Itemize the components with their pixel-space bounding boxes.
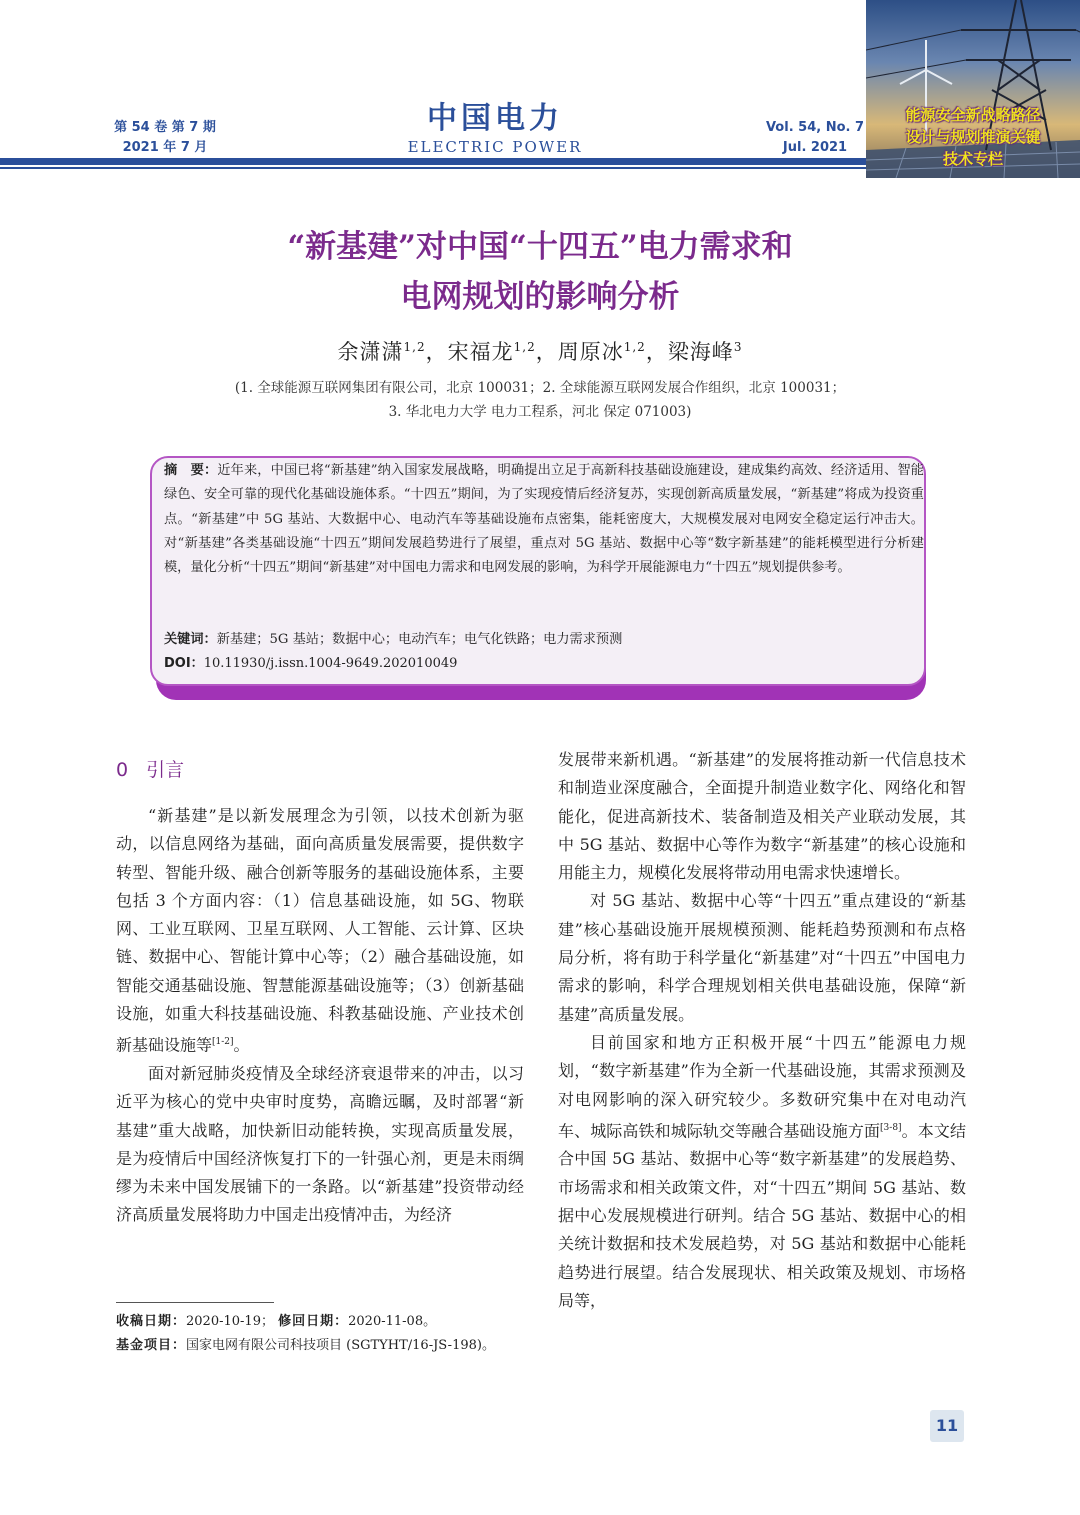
section-heading: [116, 755, 184, 782]
author-name: 周原冰: [557, 340, 624, 364]
footnote-dates: 收稿日期：2020-10-19； 修回日期：2020-11-08。: [116, 1314, 437, 1329]
body-column-right: [558, 746, 966, 1315]
author-affiliation-mark: 1,2: [403, 340, 426, 354]
doi-label: DOI：: [164, 656, 204, 671]
journal-title-cn: 中国电力: [427, 101, 563, 136]
author-name: 梁海峰: [667, 340, 734, 364]
journal-title-en: ELECTRIC POWER: [407, 138, 583, 156]
page-number: 11: [930, 1410, 964, 1442]
keywords-text: 新基建；5G 基站；数据中心；电动汽车；电气化铁路；电力需求预测: [216, 632, 623, 647]
author-separator: ，: [645, 340, 668, 364]
author-affiliation-mark: 1,2: [513, 340, 536, 354]
affiliations: (1. 全球能源互联网集团有限公司，北京 100031；2. 全球能源互联网发展合作组织，北京 100031； 3. 华北电力大学 电力工程系，河北 保定 071003): [234, 380, 846, 420]
paragraph: 发展带来新机遇。“新基建”的发展将推动新一代信息技术和制造业深度融合，全面提升制造业数字化、网络化和智能化，促进高新技术、装备制造及相关产业联动发展，其中 5G 基站、数据中心等作为数字“新基建”的核心设施和用能主力，规模化发展将带动用电需求快速增长。: [558, 750, 966, 883]
doi: [164, 652, 924, 676]
author-separator: ，: [425, 340, 448, 364]
body-column-left: [116, 802, 524, 1230]
journal-masthead: [380, 100, 610, 156]
citation-link[interactable]: [3-8]: [880, 1122, 902, 1133]
issue-date: 2021 年 7 月: [122, 140, 208, 155]
author-separator: ，: [535, 340, 558, 364]
paragraph: “新基建”是以新发展理念为引领，以技术创新为驱动，以信息网络为基础，面向高质量发展需要，提供数字转型、智能升级、融合创新等服务的基础设施体系，主要包括 3 个方面内容：（1）信息基础设施，如 5G、物联网、工业互联网、卫星互联网、人工智能、云计算、区块链、数据中心、智能计算中心等；（2）融合基础设施，如智能交通基础设施、智慧能源基础设施等；（3）创新基础设施，如重大科技基础设施、科教基础设施、产业技术创新基础设施等[1-2]。: [116, 806, 524, 1055]
footnote-fund: 基金项目：国家电网有限公司科技项目 (SGTYHT/16-JS-198)。: [116, 1338, 495, 1353]
paragraph: 对 5G 基站、数据中心等“十四五”重点建设的“新基建”核心基础设施开展规模预测、能耗趋势预测和布点格局分析，将有助于科学量化“新基建”对“十四五”中国电力需求的影响，科学合理规划相关供电基础设施，保障“新基建”高质量发展。: [558, 891, 966, 1024]
issue-volume-en: Vol. 54, No. 7: [765, 120, 865, 135]
section-number: 0: [116, 759, 129, 781]
paragraph: 目前国家和地方正积极开展“十四五”能源电力规划，“数字新基建”作为全新一代基础设施，其需求预测及对电网影响的深入研究较少。多数研究集中在对电动汽车、城际高铁和城际轨交等融合基础设施方面[3-8]。本文结合中国 5G 基站、数据中心等“数字新基建”的发展趋势、市场需求和相关政策文件，对“十四五”期间 5G 基站、数据中心发展规模进行研判。结合 5G 基站、数据中心的相关统计数据和技术发展趋势，对 5G 基站和数据中心能耗趋势进行展望。结合发展现状、相关政策及规划、市场格局等，: [558, 1032, 966, 1310]
column-banner: [866, 0, 1080, 178]
issue-info: [110, 118, 220, 158]
issue-date-en: Jul. 2021: [782, 140, 848, 155]
footnote-rule: [116, 1302, 274, 1303]
abstract: [164, 459, 924, 580]
issue-info-en: [765, 118, 865, 158]
abstract-text: 近年来，中国已将“新基建”纳入国家发展战略，明确提出立足于高新科技基础设施建设，建成集约高效、经济适用、智能绿色、安全可靠的现代化基础设施体系。“十四五”期间，为了实现疫情后经济复苏，实现创新高质量发展，“新基建”将成为投资重点。“新基建”中 5G 基站、大数据中心、电动汽车等基础设施布点密集，能耗密度大，大规模发展对电网安全稳定运行冲击大。对“新基建”各类基础设施“十四五”期间发展趋势进行了展望，重点对 5G 基站、数据中心等“数字新基建”的能耗模型进行分析建模，量化分析“十四五”期间“新基建”对中国电力需求和电网发展的影响，为科学开展能源电力“十四五”规划提供参考。: [164, 463, 924, 576]
article-title: “新基建”对中国“十四五”电力需求和 电网规划的影响分析: [287, 229, 793, 315]
author-affiliation-mark: 1,2: [623, 340, 646, 354]
citation-link[interactable]: [1-2]: [212, 1037, 234, 1048]
author-name: 宋福龙: [447, 340, 514, 364]
column-banner-title: 能源安全新战略路径 设计与规划推演关键 技术专栏: [905, 106, 1041, 168]
author-list: [100, 336, 980, 366]
author-affiliation-mark: 3: [733, 340, 743, 354]
paragraph: 面对新冠肺炎疫情及全球经济衰退带来的冲击，以习近平为核心的党中央审时度势，高瞻远瞩，及时部署“新基建”重大战略，加快新旧动能转换，实现高质量发展，是为疫情后中国经济恢复打下的一针强心剂，更是未雨绸缪为未来中国发展铺下的一条路。以“新基建”投资带动经济高质量发展将助力中国走出疫情冲击，为经济: [116, 1064, 524, 1225]
doi-link[interactable]: 10.11930/j.issn.1004-9649.202010049: [203, 656, 458, 671]
keywords: [164, 628, 924, 652]
abstract-label: 摘 要：: [164, 463, 218, 478]
author-name: 余潇潇: [337, 340, 404, 364]
section-title: 引言: [146, 759, 185, 781]
issue-volume: 第 54 卷 第 7 期: [114, 120, 216, 135]
footnote: [116, 1310, 526, 1358]
keywords-label: 关键词：: [164, 632, 217, 647]
